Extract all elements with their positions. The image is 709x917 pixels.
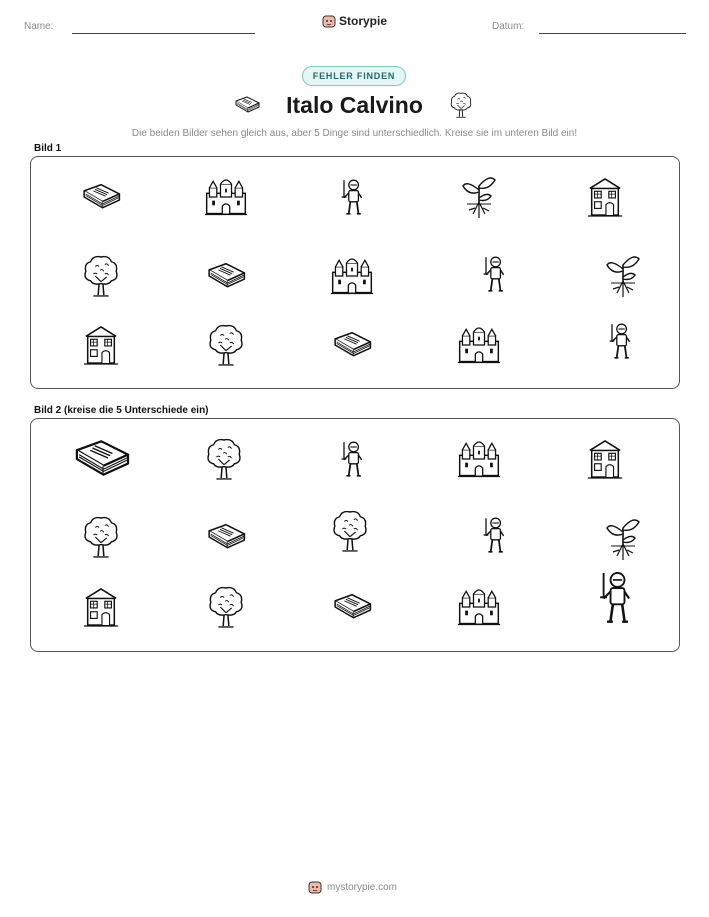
house-icon[interactable] — [82, 585, 120, 629]
house-icon — [82, 323, 120, 367]
footer-url: mystorypie.com — [327, 881, 398, 893]
name-line[interactable] — [72, 33, 255, 34]
castle-icon — [329, 255, 375, 297]
castle-icon — [456, 324, 502, 366]
knight-icon[interactable] — [592, 564, 638, 631]
picture1-label: Bild 1 — [34, 143, 62, 154]
tree-icon[interactable] — [207, 583, 245, 631]
castle-icon — [203, 176, 249, 218]
knight-icon — [336, 174, 368, 220]
book-icon — [78, 179, 124, 215]
knight-icon — [478, 251, 510, 297]
date-line[interactable] — [539, 33, 686, 34]
castle-icon[interactable] — [456, 438, 502, 480]
sprout-icon — [459, 174, 499, 220]
knight-icon[interactable] — [336, 436, 368, 482]
house-icon — [586, 175, 624, 219]
book-icon[interactable] — [203, 519, 249, 555]
knight-icon — [604, 318, 636, 364]
book-icon — [329, 327, 375, 363]
tree-icon — [207, 321, 245, 369]
footer — [308, 880, 397, 894]
knight-icon[interactable] — [478, 512, 510, 558]
instructions: Die beiden Bilder sehen gleich aus, aber 5 Dinge sind unterschiedlich. Kreise sie im unteren Bild ein! — [131, 128, 578, 139]
badge: FEHLER FINDEN — [302, 66, 406, 86]
book-icon[interactable] — [68, 433, 135, 485]
picture2-label: Bild 2 (kreise die 5 Unterschiede ein) — [34, 405, 209, 416]
mascot-icon — [322, 14, 336, 28]
house-icon[interactable] — [586, 437, 624, 481]
sprout-icon[interactable] — [603, 516, 643, 562]
picture2-panel[interactable] — [30, 418, 680, 652]
brand-name: Storypie — [339, 14, 388, 28]
tree-icon[interactable] — [205, 435, 243, 483]
book-icon[interactable] — [329, 589, 375, 625]
tree-icon[interactable] — [331, 507, 369, 555]
tree-icon[interactable] — [82, 513, 120, 561]
date-label: Datum: — [492, 21, 525, 32]
tree-icon — [82, 252, 120, 300]
sprout-icon — [603, 253, 643, 299]
castle-icon[interactable] — [456, 586, 502, 628]
name-label: Name: — [24, 21, 54, 32]
page-title: Italo Calvino — [286, 92, 423, 118]
picture1-panel — [30, 156, 680, 389]
tree-icon — [449, 91, 473, 119]
brand-logo — [322, 14, 387, 28]
mascot-icon — [308, 880, 322, 894]
book-icon — [203, 258, 249, 294]
